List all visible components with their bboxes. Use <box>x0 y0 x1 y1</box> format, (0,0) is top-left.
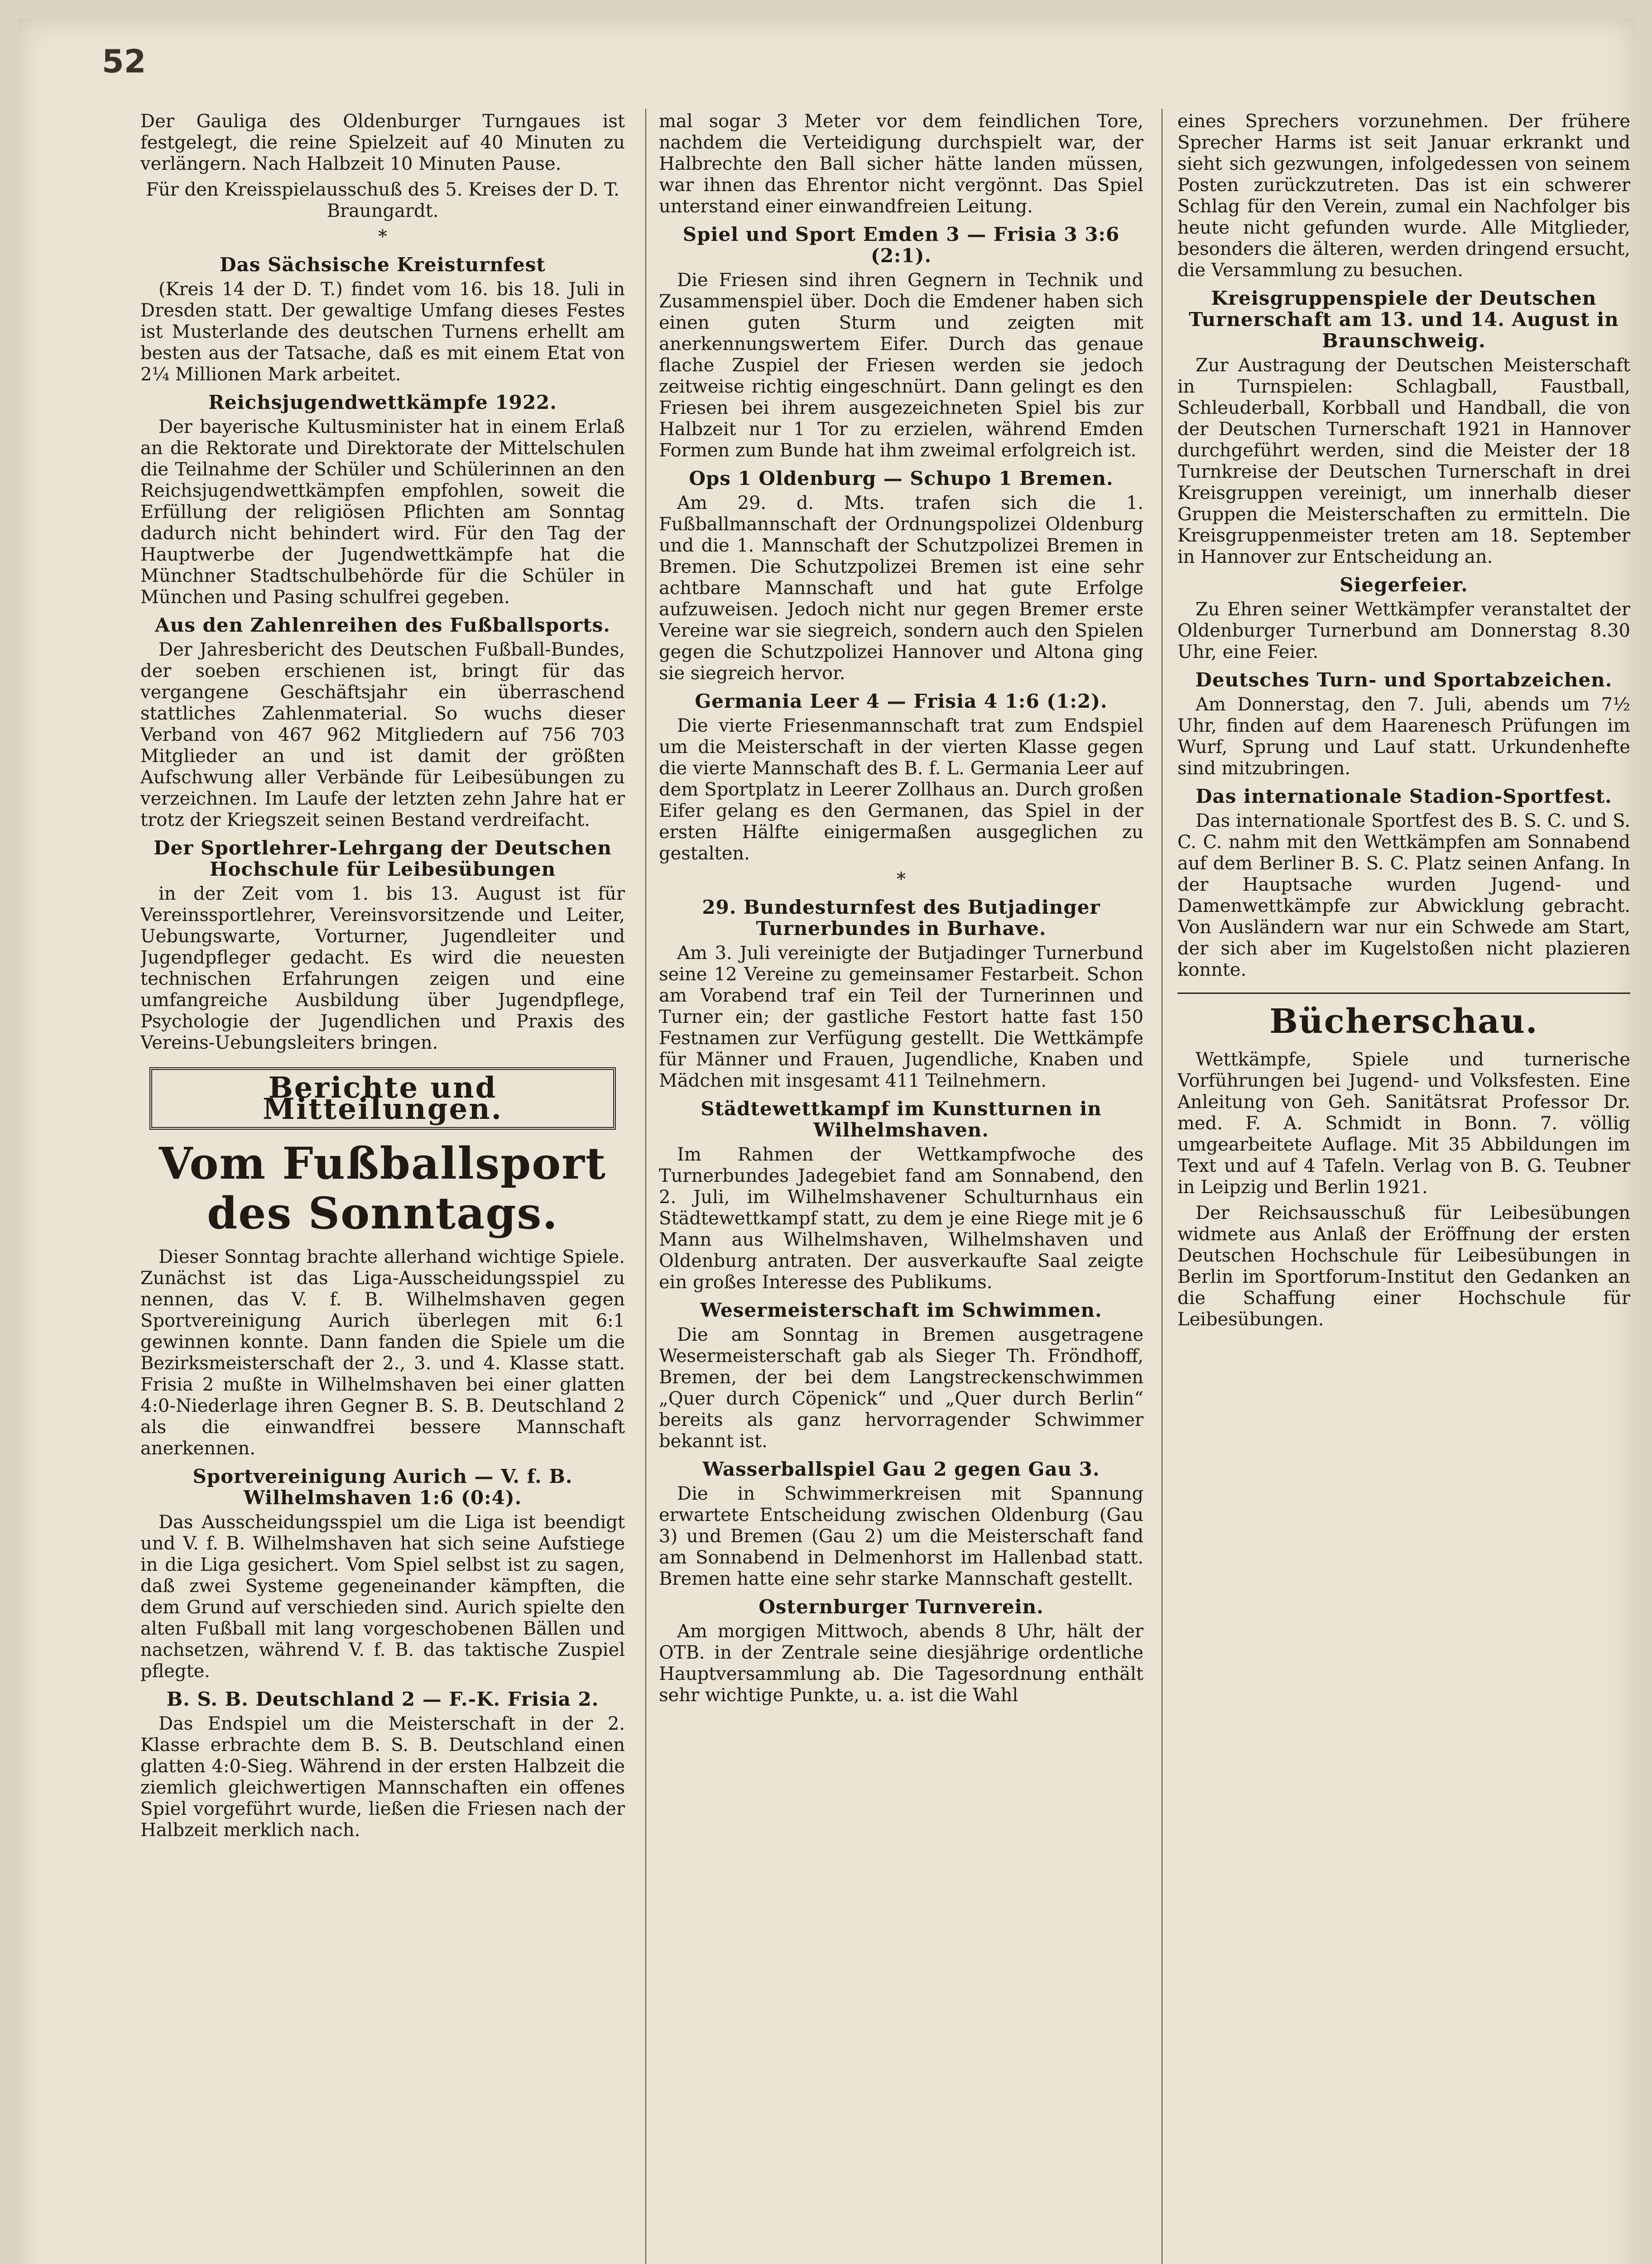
intro-line-1: Der Gauliga des Oldenburger Turngaues ist festgelegt, die reine Spielzeit auf 40 Minuten zu verlängern. Nach Halbzeit 10 Minuten Pause. <box>140 111 625 174</box>
column-rule-1 <box>645 109 646 2264</box>
heading-stadion: Das internationale Stadion-Sportfest. <box>1196 785 1612 807</box>
heading-zahlen: Aus den Zahlenreihen des Fußballsports. <box>155 614 610 636</box>
article-staedte: Im Rahmen der Wettkampfwoche des Turnerbundes Jadegebiet fand am Sonnabend, den 2. Juli, im Wilhelmshavener Schulturnhaus ein Städtewettkampf statt, zu dem je eine Riege mit je 6 Mann aus Wilhelmshaven, Wilhelmshaven und Oldenburg antraten. Der ausverkaufte Saal zeigte ein großes Interesse des Publikums. <box>659 1144 1143 1293</box>
article-weser: Die am Sonntag in Bremen ausgetragene Wesermeisterschaft gab als Sieger Th. Fröndhoff, Bremen, der bei dem Langstreckenschwimmen „Quer durch Cöpenick“ und „Quer durch Berlin“ bereits als ganz hervorragender Schwimmer bekannt ist. <box>659 1324 1143 1452</box>
heading-emden: Spiel und Sport Emden 3 — Frisia 3 3:6 (2:1). <box>682 223 1120 267</box>
separator: * <box>897 869 906 890</box>
article-germania: Die vierte Friesenmannschaft trat zum Endspiel um die Meisterschaft in der vierten Klasse gegen die vierte Mannschaft des B. f. L. Germania Leer auf dem Sportplatz in Leerer Zollhaus an. Durch großen Eifer gelang es den Germanen, das Spiel in der ersten Hälfte einigermaßen ausgeglichen zu gestalten. <box>659 715 1143 864</box>
main-headline: Vom Fußballsport des Sonntags. <box>158 1138 607 1239</box>
article-continuation: mal sogar 3 Meter vor dem feindlichen Tore, nachdem die Verteidigung durchspielt war, der Halbrechte den Ball sicher hätte landen müssen, war ihnen das Ehrentor nicht vergönnt. Das Spiel unterstand einer einwandfreien Leitung. <box>659 111 1143 217</box>
heading-staedte: Städtewettkampf im Kunstturnen in Wilhelmshaven. <box>701 1098 1102 1141</box>
heading-lehrgang: Der Sportlehrer-Lehrgang der Deutschen Hochschule für Leibesübungen <box>154 837 612 880</box>
column-1 <box>140 111 625 2264</box>
section-headline-bucherschau: Bücherschau. <box>1177 993 1630 1042</box>
heading-ops: Ops 1 Oldenburg — Schupo 1 Bremen. <box>689 467 1114 489</box>
article-bucher-1: Wettkämpfe, Spiele und turnerische Vorführungen bei Jugend- und Volksfesten. Eine Anleitung von Geh. Sanitätsrat Professor Dr. med. F. A. Schmidt in Bonn. 7. völlig umgearbeitete Auflage. Mit 35 Abbildungen im Text und auf 4 Tafeln. Verlag von B. G. Teubner in Leipzig und Berlin 1921. <box>1177 1049 1630 1198</box>
heading-siegerfeier: Siegerfeier. <box>1340 574 1468 596</box>
intro-line-2: Für den Kreisspielausschuß des 5. Kreises der D. T. Braungardt. <box>146 179 620 221</box>
heading-weser: Wesermeisterschaft im Schwimmen. <box>700 1299 1102 1321</box>
heading-kreisgruppen: Kreisgruppenspiele der Deutschen Turnerschaft am 13. und 14. August in Braunschweig. <box>1189 287 1619 352</box>
heading-kreisturnfest: Das Sächsische Kreisturnfest <box>220 254 546 276</box>
page-number: 52 <box>102 43 146 80</box>
article-kreisturnfest: (Kreis 14 der D. T.) findet vom 16. bis 18. Juli in Dresden statt. Der gewaltige Umfang dieses Festes ist Musterlande des deutschen Turnens erhellt am besten aus der Tatsache, daß es mit einem Etat von 2¼ Millionen Mark arbeitet. <box>140 279 625 385</box>
column-3 <box>1177 111 1630 2264</box>
heading-deutschland: B. S. B. Deutschland 2 — F.-K. Frisia 2. <box>166 1688 599 1710</box>
article-lehrgang: in der Zeit vom 1. bis 13. August ist für Vereinssportlehrer, Vereinsvorsitzende und Leiter, Uebungswarte, Vorturner, Jugendleiter und Jugendpfleger gedacht. Es wird die neuesten technischen Erfahrungen zeigen und eine umfangreiche Ausbildung über Jugendpflege, Psychologie der Jugendlichen und Praxis des Vereins-Uebungsleiters bringen. <box>140 883 625 1053</box>
article-bucher-2: Der Reichsausschuß für Leibesübungen widmete aus Anlaß der Eröffnung der ersten Deutschen Hochschule für Leibesübungen in Berlin im Sportforum-Institut den Gedanken an die Schaffung einer Hochschule für Leibesübungen. <box>1177 1203 1630 1330</box>
heading-reichsjugend: Reichsjugendwettkämpfe 1922. <box>208 391 557 413</box>
heading-butjadinger: 29. Bundesturnfest des Butjadinger Turnerbundes in Burhave. <box>702 896 1100 940</box>
article-continuation: eines Sprechers vorzunehmen. Der frühere Sprecher Harms ist seit Januar erkrankt und sieht sich gezwungen, infolgedessen von seinem Posten zurückzutreten. Das ist ein schwerer Schlag für den Verein, zumal ein Nachfolger bis heute nicht gefunden wurde. Alle Mitglieder, besonders die älteren, werden dringend ersucht, die Versammlung zu besuchen. <box>1177 111 1630 281</box>
heading-abzeichen: Deutsches Turn- und Sportabzeichen. <box>1195 669 1613 691</box>
article-stadion: Das internationale Sportfest des B. S. C. und S. C. C. nahm mit den Wettkämpfen am Sonnabend auf dem Berliner B. S. C. Platz seinen Anfang. In der Hauptsache wurden Jugend- und Damenwettkämpfe zur Abwicklung gebracht. Von Ausländern war nur ein Schwede am Start, der sich aber im Kugelstoßen nicht plazieren konnte. <box>1177 811 1630 980</box>
article-emden: Die Friesen sind ihren Gegnern in Technik und Zusammenspiel über. Doch die Emdener haben sich einen guten Sturm und zeigten mit anerkennungswertem Eifer. Durch das genaue flache Zuspiel der Friesen werden sie jedoch zeitweise richtig eingeschnürt. Dann gelingt es den Friesen bei ihrem ausgezeichneten Spiel bis zur Halbzeit nur 1 Tor zu erzielen, während Emden Formen zum Bunde hat ihm zweimal erfolgreich ist. <box>659 270 1143 461</box>
heading-aurich: Sportvereinigung Aurich — V. f. B. Wilhelmshaven 1:6 (0:4). <box>192 1465 573 1509</box>
heading-wasserball: Wasserballspiel Gau 2 gegen Gau 3. <box>702 1458 1100 1480</box>
article-abzeichen: Am Donnerstag, den 7. Juli, abends um 7½ Uhr, finden auf dem Haarenesch Prüfungen im Wurf, Sprung und Lauf statt. Urkundenhefte sind mitzubringen. <box>1177 694 1630 779</box>
heading-germania: Germania Leer 4 — Frisia 4 1:6 (1:2). <box>695 690 1108 712</box>
article-deutschland: Das Endspiel um die Meisterschaft in der 2. Klasse erbrachte dem B. S. B. Deutschland einen glatten 4:0-Sieg. Während in der ersten Halbzeit die ziemlich gleichwertigen Mannschaften ein offenes Spiel vorgeführt wurde, ließen die Friesen nach der Halbzeit merklich nach. <box>140 1713 625 1841</box>
separator: * <box>378 226 387 247</box>
article-ops: Am 29. d. Mts. trafen sich die 1. Fußballmannschaft der Ordnungspolizei Oldenburg und die 1. Mannschaft der Schutzpolizei Bremen in Bremen. Die Schutzpolizei Bremen ist eine sehr achtbare Mannschaft und hat gute Erfolge aufzuweisen. Jedoch nicht nur gegen Bremer erste Vereine war sie siegreich, sondern auch den Spielen gegen die Schutzpolizei Hannover und Altona ging sie siegreich hervor. <box>659 493 1143 684</box>
article-kreisgruppen: Zur Austragung der Deutschen Meisterschaft in Turnspielen: Schlagball, Faustball, Schleuderball, Korbball und Handball, die von der Deutschen Turnerschaft 1921 in Hannover durchgeführt werden, sind die Meister der 18 Turnkreise der Deutschen Turnerschaft in drei Kreisgruppen vereinigt, um innerhalb dieser Gruppen die Meisterschaften zu ermitteln. Die Kreisgruppenmeister treten am 18. September in Hannover zur Entscheidung an. <box>1177 355 1630 567</box>
article-sonntag: Dieser Sonntag brachte allerhand wichtige Spiele. Zunächst ist das Liga-Ausscheidungsspiel zu nennen, das V. f. B. Wilhelmshaven gegen Sportvereinigung Aurich überlegen mit 6:1 gewinnen konnte. Dann fanden die Spiele um die Bezirksmeisterschaft der 2., 3. und 4. Klasse statt. Frisia 2 mußte in Wilhelmshaven bei einer glatten 4:0-Niederlage ihren Gegner B. S. B. Deutschland 2 als die einwandfrei bessere Mannschaft anerkennen. <box>140 1247 625 1459</box>
article-reichsjugend: Der bayerische Kultusminister hat in einem Erlaß an die Rektorate und Direktorate der Mittelschulen die Teilnahme der Schüler und Schülerinnen an den Reichsjugendwettkämpfen empfohlen, soweit die Erfüllung der religiösen Pflichten am Sonntag dadurch nicht behindert wird. Für den Tag der Hauptwerbe der Jugendwettkämpfe hat die Münchner Stadtschulbehörde für die Schüler in München und Pasing schulfrei gegeben. <box>140 417 625 608</box>
article-siegerfeier: Zu Ehren seiner Wettkämpfer veranstaltet der Oldenburger Turnerbund am Donnerstag 8.30 Uhr, eine Feier. <box>1177 599 1630 662</box>
newspaper-page <box>18 18 1635 2264</box>
heading-osternburg: Osternburger Turnverein. <box>759 1596 1044 1618</box>
column-2 <box>659 111 1143 2264</box>
article-aurich: Das Ausscheidungsspiel um die Liga ist beendigt und V. f. B. Wilhelmshaven hat sich seine Aufstiege in die Liga gesichert. Vom Spiel selbst ist zu sagen, daß zwei Systeme gegeneinander kämpften, die dem Grund auf verschieden sind. Aurich spielte den alten Fußball mit lang vorgeschobenen Bällen und nachsetzen, während V. f. B. das taktische Zuspiel pflegte. <box>140 1512 625 1682</box>
article-osternburg: Am morgigen Mittwoch, abends 8 Uhr, hält der OTB. in der Zentrale seine diesjährige ordentliche Hauptversammlung ab. Die Tagesordnung enthält sehr wichtige Punkte, u. a. ist die Wahl <box>659 1621 1143 1706</box>
section-banner: Berichte und Mitteilungen. <box>149 1067 616 1130</box>
article-butjadinger: Am 3. Juli vereinigte der Butjadinger Turnerbund seine 12 Vereine zu gemeinsamer Festarbeit. Schon am Vorabend traf ein Teil der Turnerinnen und Turner ein; der gastliche Festort hatte fast 150 Festnamen zur Verfügung gestellt. Die Wettkämpfe für Männer und Frauen, Jugendliche, Knaben und Mädchen mit insgesamt 411 Teilnehmern. <box>659 943 1143 1091</box>
article-zahlen: Der Jahresbericht des Deutschen Fußball-Bundes, der soeben erschienen ist, bringt für das vergangene Geschäftsjahr ein überraschend stattliches Zahlenmaterial. So wuchs dieser Verband von 467 962 Mitgliedern auf 756 703 Mitglieder an und ist damit der größten Aufschwung aller Verbände für Leibesübungen zu verzeichnen. Im Laufe der letzten zehn Jahre hat er trotz der Kriegszeit seinen Bestand verdreifacht. <box>140 639 625 830</box>
article-wasserball: Die in Schwimmerkreisen mit Spannung erwartete Entscheidung zwischen Oldenburg (Gau 3) und Bremen (Gau 2) um die Meisterschaft fand am Sonnabend in Delmenhorst im Hallenbad statt. Bremen hatte eine sehr starke Mannschaft gestellt. <box>659 1483 1143 1589</box>
